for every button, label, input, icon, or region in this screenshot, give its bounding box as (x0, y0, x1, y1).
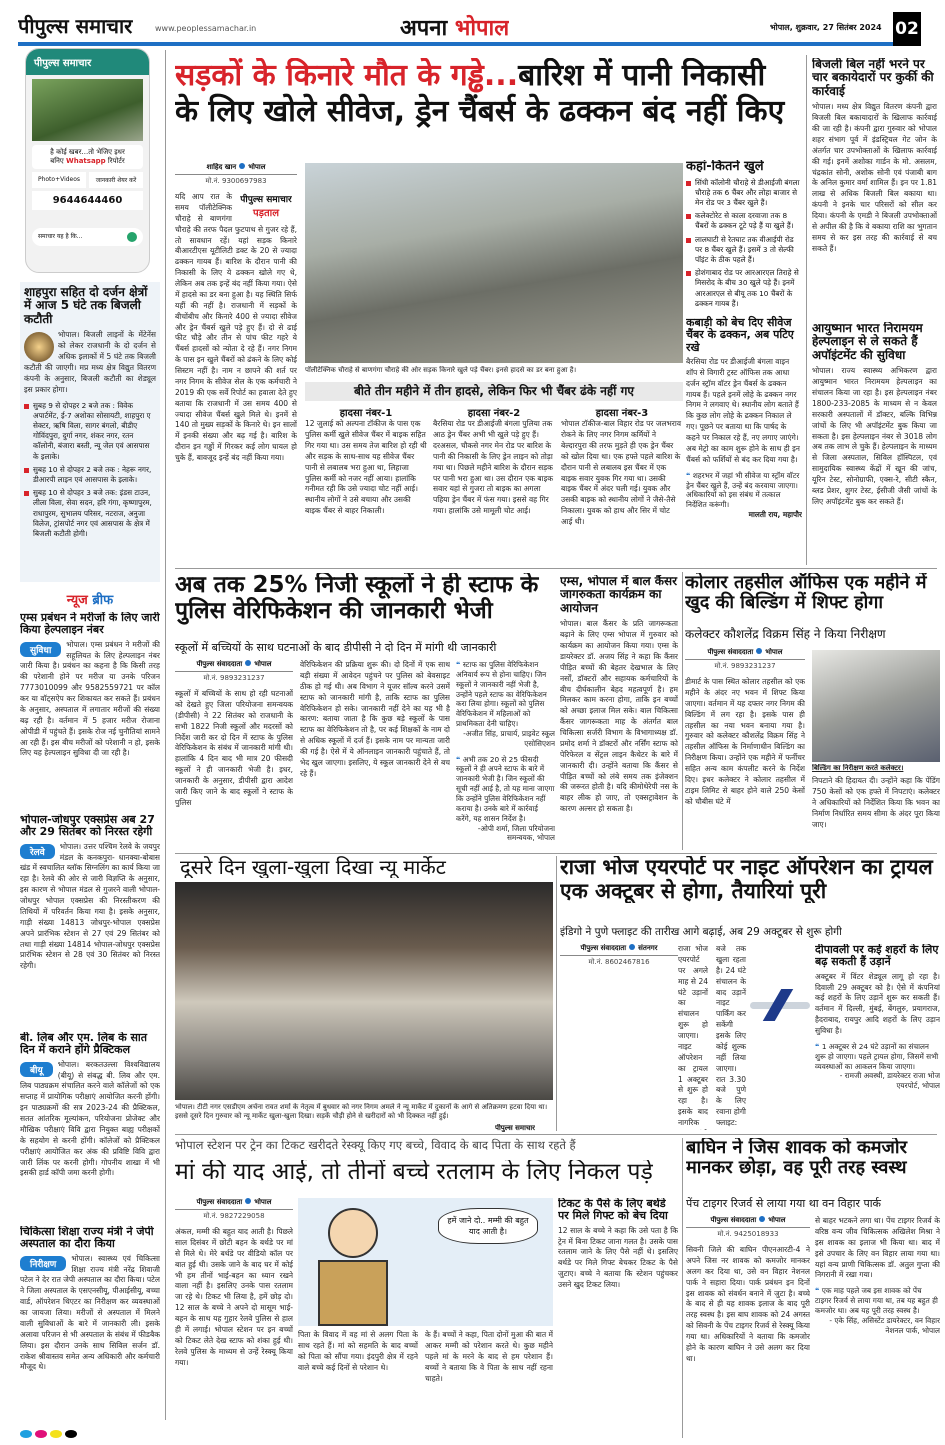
whatsapp-ad (25, 48, 150, 273)
powercut-story: शाहपुरा सहित दो दर्जन क्षेत्रों में आज 5 घंटे तक बिजली कटौती भोपाल। बिजली लाइनों के मेंटेनेंस को लेकर राजधानी के दो दर्जन से अधिक इलाकों में 5 घंटे तक बिजली कटौती की जाएगी। मप्र मध्य क्षेत्र विद्युत वितरण कंपनी के अनुसार, बिजली कटौती का शेड्यूल इस प्रकार होगा। सुबह 9 से दोपहर 2 बजे तक : विवेक अपार्टमेंट, ई-7 अशोका सोसायटी, शाहपुरा ए सेक्टर, ऋषि विला, सागर बंगलो, बीडीए गोविंदपुरा, दुर्गा नगर, शंकर नगर, रतन कॉलोनी, बंजारा बस्ती, न्यू जेल एवं आसपास के इलाके। सुबह 10 से दोपहर 2 बजे तक : नेहरू नगर, डीआरपी लाइन एवं आसपास के इलाके। सुबह 10 से दोपहर 3 बजे तक: इंडस टाउन, लीला विला, सेवा सदन, हरि गंगा, कृष्णापुरम, राधापुरम, सुभालय परिसर, नटराज, अनुजा विलेज, ट्रांसपोर्ट नगर एवं आसपास के क्षेत्र में बिजली कटौती होगी। (20, 282, 160, 582)
kolar-headline: कोलार तहसील ऑफिस एक महीने में खुद की बिल्डिंग में शिफ्ट होगा (685, 573, 927, 614)
kolar-photo (812, 650, 940, 762)
tigress-headline: बाघिन ने जिस शावक को कमजोर मानकर छोड़ा, वह पूरी तरह स्वस्थ (686, 1138, 907, 1179)
powercut-title: शाहपुरा सहित दो दर्जन क्षेत्रों में आज 5 घंटे तक बिजली कटौती (24, 285, 148, 326)
masthead-rule (18, 42, 893, 46)
where-title: कहां-कितने खुले (686, 160, 764, 174)
accident-3: हादसा नंबर-3 भोपाल टॉकीज-बाल विहार रोड पर जलभराव रोकने के लिए नगर निगम कर्मियों ने बेल्दारपुरा की तरफ मुड़ते ही एक ड्रेन चैंबर को खोल दिया था। एक हफ्ते पहले बारिश के दौरान पानी से लबालब इस चैंबर में एक बाइक सवार युवक गिर गया था। उसकी बाइक चैंबर में अंदर चली गई। युवक और उसकी बाइक को स्थानीय लोगों ने जैसे-तैसे निकाला। युवक को हाथ और सिर में चोट आई थी। (561, 408, 681, 527)
brief-tag: सुविधा (20, 642, 61, 657)
tigress-col2: से बाहर भटकने लगा था। पेंच टाइगर रिजर्व के वरिष्ठ वन्य जीव चिकित्सक अखिलेश मिश्रा ने इस शावक का इलाज भी किया था। बाद में इसे उपचार के लिए वन विहार लाया गया था। यहां वन्य प्राणी चिकित्सक डॉ. अतुल गुप्ता की निगरानी में रखा गया। ❝ एक माह पहले जब इस शावक को पेंच टाइगर रिजर्व से लाया गया था, तब यह बहुत ही कमजोर था। अब यह पूरी तरह स्वस्थ है। - एके सिंह, असिस्टेंट डायरेक्टर, वन विहार नेशनल पार्क, भोपाल (815, 1216, 940, 1335)
accidents (305, 408, 683, 548)
brief-item: बी. लिब और एम. लिब के सात दिन में कराने होंगे प्रैक्टिकल बीयू भोपाल। बरकतउल्ला विश्वविद्यालय (बीयू) से संबद्ध बी. लिब और एम. लिब पाठ्यक्रम संचालित करने वाले कॉलेजों को एक सप्ताह में प्रायोगिक परीक्षाएं आयोजित करनी होंगी। इन पाठ्यक्रमों की सत्र 2023-24 की प्रैक्टिकल, सतत आंतरिक मूल्यांकन, परियोजना प्रोजेक्ट और मौखिक परीक्षाएं विवि द्वारा नियुक्त बाह्य परीक्षकों के सहयोग से करनी होंगी। कॉलेजों को प्रैक्टिकल परीक्षाएं आयोजित कर अंक की प्रविष्टि विवि द्वारा जारी लिंक पर करनी होगी। गोपनीय शाखा में भी इसकी हार्ड कॉपी जमा करनी होगी। (20, 1032, 160, 1178)
ratlam-col2: पिता के विवाद में वह मां से अलग पिता के साथ रहते हैं। मां को सहमति के बाद बच्चों को पिता को सौंपा गया। इंदपुरी क्षेत्र में रहने वाले बच्चे कई दिनों से परेशान थे। (298, 1330, 418, 1372)
tigress-col1: पीपुल्स संवाददाता भोपाल मो.नं. 9425018933 सिवनी जिले की बाघिन पीएनआरटी-4 ने अपने जिस नर शावक को कमजोर मानकर अलग कर दिया था, उसे वन विहार नेशनल पार्क ने सहारा दिया। पार्क प्रबंधन इन दिनों इस शावक को संवर्धन बनाने में जुटा है। बच्चे के बाद से ही यह शावक इलाज के बाद पूरी तरह स्वस्थ है। इस बाघ शावक को 24 अगस्त को सिवनी के पेंच टाइगर रिजर्व से रेस्क्यू किया गया था। अधिकारियों ने बताया कि कमजोर होने के कारण बाघिन ने उसे अलग कर दिया था। (686, 1216, 810, 1363)
page-number: 02 (893, 12, 921, 46)
where-list: सिंधी कॉलोनी चौराहे से डीआईजी बंगला चौराहे तक 6 चैंबर और लोहा बाजार से मेन रोड पर 3 चैंबर खुले हैं। कलेक्टोरेट से काला दरवाजा तक 8 चैंबरों के ढक्कन टूटे पड़े हैं या खुले हैं। लालघाटी से रेतघाट तक वीआईपी रोड पर 8 चैंबर खुले हैं। इसमें 3 तो सेल्फी पॉइंट के ठीक पहले हैं। होशंगाबाद रोड पर आरआरएल तिराहे से मिसरोद के बीच 30 खुले पड़े हैं। इनमें आरआरएल से बीयू तक 10 चैंबरों के ढक्कन गायब हैं। (686, 178, 802, 309)
ad-photo-button: Photo+Videos (32, 172, 86, 188)
lead-sidebar: कहां-कितने खुले सिंधी कॉलोनी चौराहे से डीआईजी बंगला चौराहे तक 6 चैंबर और लोहा बाजार से मेन रोड पर 3 चैंबर खुले हैं। कलेक्टोरेट से काला दरवाजा तक 8 चैंबरों के ढक्कन टूटे पड़े हैं या खुले हैं। लालघाटी से रेतघाट तक वीआईपी रोड पर 8 चैंबर खुले हैं। इसमें 3 तो सेल्फी पॉइंट के ठीक पहले हैं। होशंगाबाद रोड पर आरआरएल तिराहे से मिसरोद के बीच 30 खुले पड़े हैं। इनमें आरआरएल से बीयू तक 10 चैंबरों के ढक्कन गायब हैं। कबाड़ी को बेच दिए सीवेज चैंबर के ढक्कन, अब पटिए रखे बैरसिया रोड पर डीआईजी बंगला वाइन शॉप से विगारी ट्रस्ट ऑफिस तक आधा दर्जन स्ट्रॉम वॉटर ड्रेन चैंबर्स के ढक्कन गायब हैं। पहले इनमें लोहे के ढक्कन नगर निगम ने लगवाए थे। स्थानीय लोग बताते हैं कि कुछ लोग लोहे के ढक्कन निकाल ले गए। पूछने पर बताया था कि पार्षद के कहने पर निकाल रहे हैं, नए लगाए जाएंगे। अब मेट्रो का काम शुरू होने के साथ ही इन चैंबर्स को फर्शियों से बंद कर दिया गया है। ❝ शहरभर में जहां भी सीवेज या स्ट्रॉम वॉटर ड्रेन चैंबर खुले हैं, उन्हें बंद करवाया जाएगा। अधिकारियों को इस संबंध में तत्काल निर्देशित करूंगी। मालती राय, महापौर (686, 160, 802, 520)
market-photo (175, 882, 553, 1100)
airport-side: दीपावली पर कई शहरों के लिए बढ़ सकती हैं उड़ानें अक्टूबर में विंटर शेड्यूल लागू हो रहा है। दिवाली 29 अक्टूबर को है। ऐसे में कंपनियां कई शहरों के लिए उड़ानें शुरू कर सकती हैं। वर्तमान में दिल्ली, मुंबई, बेंगलुरु, प्रयागराज, हैदराबाद, रायपुर आदि शहरों के लिए उड़ान सुविधा है। ❝ 1 अक्टूबर से 24 घंटे उड़ानों का संचालन शुरू हो जाएगा। पहले ट्रायल होगा, जिसमें सभी व्यवस्थाओं का आकलन किया जाएगा। - रामजी अवस्थी, डायरेक्टर राजा भोज एयरपोर्ट, भोपाल (815, 944, 940, 1091)
news-brief (20, 590, 160, 1425)
ratlam-col3: के हैं। बच्चों ने कहा, पिता दोनों मुआ की बात में आकर मम्मी को परेशान करते थे। कुछ महीने पहले मां के मरने के बाद से हम परेशान हैं। बच्चों ने बताया कि वे पिता के साथ नहीं रहना चाहते। (425, 1330, 553, 1383)
tigress-subhead: पेंच टाइगर रिजर्व से लाया गया था वन विहार पार्क (686, 1197, 882, 1210)
airport-body: पीपुल्स संवाददाता संतनगर मो.नं. 8602467816 राजा भोज एयरपोर्ट पर अगले माह से 24 घंटे उड़ानों का संचालन शुरू हो जाएगा। नाइट ऑपरेशन का ट्रायल 1 अक्टूबर से शुरू हो रहा है। इसके बाद नागरिक बजे तक खुला रहता है। 24 घंटे संचालन के बाद उड़ानें नाइट पार्किंग कर सकेंगी इसके लिए कोई शुल्क नहीं लिया जाएगा। रात 3.30 बजे पुणे के लिए रवाना होगी फ्लाइट: (560, 944, 810, 1130)
schools-subhead: स्कूलों में बच्चियों के साथ घटनाओं के बाद डीपीसी ने दो दिन में मांगी थी जानकारी (175, 641, 497, 654)
ad-share-button: जानकारी शेयर करें (89, 172, 143, 188)
cartoon-body (318, 1260, 388, 1326)
ratlam-kicker: भोपाल स्टेशन पर ट्रेन का टिकट खरीदते रेस्क्यू किए गए बच्चे, विवाद के बाद पिता के साथ रहते हैं (175, 1138, 576, 1152)
accident-2: हादसा नंबर-2 बैरसिया रोड पर डीआईजी बंगला पुलिया तक आठ ड्रेन चैंबर अभी भी खुले पड़े हुए हैं। दरअसल, चौकसे नगर मेन रोड पर बारिश के पानी की निकासी के लिए ड्रेन लाइन को तोड़ा गया था। पिछले महीने बारिश के दौरान सड़क पर पानी भरा हुआ था। उस दौरान एक बाइक सवार यहां से गुजरा तो बाइक का अगला पहिया ड्रेन चैंबर में फंस गया। इससे वह गिर गया। हालांकि उसे मामूली चोट आई। (433, 408, 554, 516)
ad-logo: पीपुल्स समाचार (26, 49, 149, 75)
aiims-story: एम्स, भोपाल में बाल कैंसर जागरुकता कार्यक्रम का आयोजन भोपाल। बाल कैंसर के प्रति जागरूकता बढ़ाने के लिए एम्स भोपाल में गुरुवार को कार्यक्रम का आयोजन किया गया। एम्स के डायरेक्टर डॉ. अजय सिंह ने कहा कि कैंसर पीड़ित बच्चों की बेहतर देखभाल के लिए नर्सों, डॉक्टरों और सहायक कर्मचारियों के बीच दीर्घकालीन बेहद महत्वपूर्ण है। हम मिलकर काम करना होगा, ताकि इन बच्चों को अच्छा इलाज मिल सके। बाल चिकित्सा कैंसर जागरूकता माह के अंतर्गत बाल चिकित्सा सर्जरी विभाग के विभागाध्यक्ष डॉ. प्रमोद शर्मा ने डॉक्टरों और नर्सिंग स्टाफ को पेरिफेरल व सेंट्रल लाइन कैथेटर के बारे में जानकारी दी। उन्होंने बताया कि कैंसर से पीड़ित बच्चों को लंबे समय तक इंजेक्शन की जरूरत होती है। यदि कीमोथेरेपी नस के बाहर लीक हो जाए, तो एक्सट्रावेशन के कारण अल्सर हो सकता है। (560, 575, 678, 814)
brief-item: चिकित्सा शिक्षा राज्य मंत्री ने जेपी अस्पताल का दौरा किया निरीक्षण भोपाल। स्वास्थ्य एवं चिकित्सा शिक्षा राज्य मंत्री नरेंद्र शिवाजी पटेल ने देर रात जेपी अस्पताल का दौरा किया। पटेल ने जिला अस्पताल के एसएनसीयू, पीआईसीयू, बच्चा वार्ड, ऑपरेशन थिएटर का निरीक्षण कर व्यवस्थाओं का जायजा लिया। मरीजों से अस्पताल में मिलने वाली सुविधाओं के बारे में जानकारी ली। इसके अलावा परिजन से भी अस्पताल के संबंध में फीडबैक लिया। इस दौरान उनके साथ सिविल सर्जन डॉ. राकेश श्रीवास्तव समेत अन्य अधिकारी और कर्मचारी मौजूद थे। (20, 1226, 160, 1372)
kolar-caption: बिल्डिंग का निरीक्षण करते कलेक्टर। (812, 764, 904, 772)
schools-col2: वेरिफिकेशन की प्रक्रिया शुरू की। दो दिनों में एक साथ बड़ी संख्या में आवेदन पहुंचने पर पुलिस को बेवसाइट ठीक हो गई थी। अब विभाग ने यूजर सॉल्व करने उसमें स्टाफ को जानकारी मांगी है, ताकि स्टाफ का पुलिस वेरिफिकेशन हो सके। जानकारी नहीं देने का यह भी है कारण: बताया जाता है कि कुछ बड़े स्कूलों के पास स्टाफ का वेरिफिकेशन तो है, पर कई शिक्षकों के नाम दो से अधिक स्कूलों में दर्ज हैं। इसके नाम पर मान्यता जारी की गई है। ऐसे में ये ऑनलाइन जानकारी पहुंचाते हैं, तो भेद खुल जाएगा। इसलिए, ये स्कूल जानकारी देने से बच रहे हैं। (300, 660, 450, 778)
padtal-badge: पीपुल्स समाचार पड़ताल (240, 195, 292, 219)
color-registration-marks (20, 1430, 77, 1438)
speech-bubble: हमें जाने दो.. मम्मी की बहुत याद आती है। (438, 1208, 538, 1244)
lead-headline: सड़कों के किनारे मौत के गड्ढे...बारिश में पानी निकासी के लिए खोले सीवेज, ड्रेन चैंबर्स के ढक्कन बंद नहीं किए (175, 58, 785, 129)
masthead-logo: पीपुल्स समाचार (18, 14, 133, 38)
market-caption: भोपाल। टीटी नगर एसडीएम अर्चना रावत शर्मा के नेतृत्व में बुधवार को नगर निगम अमले ने न्यू मार्केट में दुकानों के आगे से अतिक्रमण हटवा दिया था। इससे दूसरे दिन गुरुवार को न्यू मार्केट खुला-खुला दिखा। सड़कें चौड़ी होने से खरीदारों को भी दिक्कत नहीं हुई। (175, 1103, 548, 1121)
section-title: अपना भोपाल (400, 16, 510, 41)
brief-tag: निरीक्षण (20, 1256, 66, 1271)
airplane-icon (750, 984, 810, 1024)
issue-date: भोपाल, शुक्रवार, 27 सितंबर 2024 (770, 23, 882, 32)
brief-tag: रेलवे (20, 844, 55, 859)
kolar-col1: पीपुल्स संवाददाता भोपाल मो.नं. 9893231237 डीमार्ट के पास स्थित कोलार तहसील को एक महीने के अंदर नए भवन में शिफ्ट किया जाएगा। वर्तमान में यह दफ्तर नगर निगम की बिल्डिंग में लग रहा है। इसके पास ही तहसील का नया भवन बनाया गया है। गुरुवार को कलेक्टर कौशलेंद्र विक्रम सिंह ने तहसील ऑफिस के निर्माणाधीन बिल्डिंग का निरीक्षण किया। उन्होंने एक महीने में फर्नीचर सहित अन्य काम कंपलीट करने के निर्देश दिए। इधर कलेक्टर ने कोलार तहसील में टाइम लिमिट से बाहर होने वाले 250 केसों को चौबीस घंटे में (685, 648, 805, 806)
accident-1: हादसा नंबर-1 12 जुलाई को अल्पना टॉकीज के पास एक पुलिस कर्मी खुले सीवेज चैंबर में बाइक सहित गिर गया था। उस समय तेज बारिश हो रही थी और सड़क के साथ-साथ यह सीवेज चैंबर पानी से लबालब भरा हुआ था, लिहाजा पुलिस कर्मी को नजर नहीं आया। हालांकि गनीमत रही कि उसे ज्यादा चोट नहीं आई। स्थानीय लोगों ने उसे बचाया और उसकी बाइक चैंबर से बाहर निकाली। (305, 408, 427, 516)
cartoon-face (328, 1208, 378, 1258)
airport-subhead: इंडिगो ने पुणे फ्लाइट की तारीख आगे बढ़ाई, अब 29 अक्टूबर से शुरू होगी (560, 926, 842, 938)
ratlam-headline: मां की याद आई, तो तीनों बच्चे रतलाम के लिए निकल पड़े (175, 1160, 653, 1185)
ad-phone: 9644644460 (32, 191, 143, 210)
lead-caption: पॉलीटेक्निक चौराहे से बाणगंगा चौराहे की ओर सड़क किनारे खुले पड़े चैंबर। इनसे हादसे का डर बना हुआ है। (305, 366, 577, 374)
accidents-bar: बीते तीन महीने में तीन हादसे, लेकिन फिर भी चैंबर ढंके नहीं गए (305, 382, 683, 401)
cartoon (298, 1198, 553, 1326)
schools-col1: पीपुल्स संवाददाता भोपाल मो.नं. 9893231237 स्कूलों में बच्चियों के साथ हो रही घटनाओं को देखते हुए जिला परियोजना समन्वयक (डीपीसी) ने 22 सितंबर को राजधानी के सभी 1822 निजी स्कूलों और मदरसों को निर्देश जारी कर दो दिन में स्टाफ के पुलिस वेरिफिकेशन के संबंध में जानकारी मांगी थी। हालांकि 4 दिन बाद भी मात्र 20 फीसदी स्कूलों ने ही जानकारी भेजी है। इधर, जानकारी के अनुसार, डीपीसी द्वारा आदेश जारी किए जाने के बाद स्कूलों ने स्टाफ के पुलिस (175, 660, 293, 807)
airport-headline: राजा भोज एयरपोर्ट पर नाइट ऑपरेशन का ट्रायल एक अक्टूबर से होगा, तैयारियां पूरी (560, 856, 933, 903)
brief-heading: न्यूज ब्रीफ (66, 593, 114, 608)
lead-body-column: शाहिद खान भोपाल मो.नं. 9300697983 पीपुल्स समाचार पड़ताल यदि आप रात के समय पॉलीटेक्निक चौराहे से बाणगंगा चौराहे की तरफ पैदल फुटपाथ से गुजर रहे हैं, तो सावधान रहें। यहां सड़क किनारे बीआरटीएस यूटीलिटी डक्ट के 20 से ज्यादा ढक्कन गायब हैं। बारिश के दौरान पानी की निकासी के लिए ये ढक्कन खोले गए थे, लेकिन अब तक इन्हें बंद नहीं किया गया। ऐसे में हादसे का डर बना हुआ है। यह स्थिति सिर्फ यहीं की नहीं है। राजधानी में सड़कों के बीचोंबीच और किनारे 400 से ज्यादा सीवेज और ड्रेन चैंबर्स खुले पड़े हुए हैं। दो से ढाई फीट चौड़े और तीन से पांच फीट गहरे ये चैंबर्स हादसों को न्योता दे रहे हैं। नगर निगम के पास इन खुले चैंबरों को ढंकने के लिए कोई सिस्टम नहीं है। नाम न छापने की शर्त पर नगर निगम के सीवेज सेल के एक कर्मचारी ने 2019 की एक सर्वे रिपोर्ट का हवाला देते हुए बताया कि राजधानी में उस समय 400 से ज्यादा सीवेज चैंबर्स खुले मिले थे। इनमें से 140 तो मुख्य सड़कों के किनारे थे। इन सालों में इनकी संख्या और बढ़ गई है। बारिश के दौरान इन गड्ढों में गिरकर कई लोग घायल हो चुके हैं, बावजूद इन्हें बंद नहीं किया गया। (175, 163, 297, 462)
ad-input: समाचार यह है कि... (32, 228, 143, 246)
ad-text: है कोई खबर...तो भेजिए इधर बनिए Whatsapp रिपोर्टर (32, 145, 143, 169)
mic-icon (127, 232, 137, 242)
mayor-quote: ❝ शहरभर में जहां भी सीवेज या स्ट्रॉम वॉटर ड्रेन चैंबर खुले हैं, उन्हें बंद करवाया जाएगा। अधिकारियों को इस संबंध में तत्काल निर्देशित करूंगी। मालती राय, महापौर (686, 470, 802, 520)
schools-quotes: ❝ स्टाफ का पुलिस वेरिफिकेशन अनिवार्य रूप से होना चाहिए। जिन स्कूलों ने जानकारी नहीं भेजी है, उन्होंने पहले स्टाफ का वेरिफिकेशन करा लिया होगा। स्कूलों को पुलिस वेरिफिकेशन में महिलाओं को प्राथमिकता देनी चाहिए। -अजीत सिंह, प्राचार्य, प्राइवेट स्कूल एसोसिएशन ❝ अभी तक 20 से 25 फीसदी स्कूलों ने ही अपने स्टाफ के बारे में जानकारी भेजी है। जिन स्कूलों की सूची नहीं आई है, तो यह माना जाएगा कि उन्होंने पुलिस वेरिफिकेशन नहीं कराया है। उनके बारे में कार्रवाई करेंगे, यह शासन निर्देश है। -ओपी शर्मा, जिला परियोजना समन्वयक, भोपाल (456, 660, 555, 843)
brief-item: एम्स प्रबंधन ने मरीजों के लिए जारी किया हेल्पलाइन नंबर सुविधा भोपाल। एम्स प्रबंधन ने मरीजों की सहूलियत के लिए हेल्पलाइन नंबर जारी किया है। प्रबंधन का कहना है कि किसी तरह की परेशानी होने पर मरीज या उनके परिजन 7773010099 और 9582559721 पर कॉल कर या वॉट्सऐप कर शिकायत कर सकते हैं। प्रबंधन के अनुसार, अस्पताल में लगातार मरीजों की संख्या बढ़ रही है। वर्तमान में 5 हजार मरीज रोजाना ओपीडी में पहुंचते हैं। इसके रोज नई चुनौतियां सामने आ रही हैं। इस बीच मरीजों को परेशानी न हो, इसके लिए यह हेल्पलाइन सुविधा दी जा रही है। (20, 612, 160, 758)
brief-tag: बीयू (20, 1062, 53, 1077)
kolar-subhead: कलेक्टर कौशलेंद्र विक्रम सिंह ने किया निरीक्षण (685, 627, 886, 641)
masthead-url: www.peoplessamachar.in (155, 24, 257, 33)
lead-photo (305, 163, 683, 363)
schools-headline: अब तक 25% निजी स्कूलों ने ही स्टाफ के पुलिस वेरिफिकेशन की जानकारी भेजी (175, 573, 539, 624)
byline: शाहिद खान भोपाल (175, 163, 297, 175)
ad-photo (32, 79, 143, 141)
ratlam-side: टिकट के पैसे के लिए बर्थडे पर मिले गिफ्ट को बेच दिया 12 साल के बच्चे ने कहा कि उसे पता है कि ट्रेन में बिना टिकट जाना गलत है। उसके पास रतलाम जाने के लिए पैसे नहीं थे। इसलिए बर्थडे पर मिले गिफ्ट बेचकर टिकट के पैसे जुटाए। बच्चे ने बताया कि स्टेशन पहुंचकर उसने खुद टिकट लिया। (558, 1198, 678, 1289)
kolar-col2: निपटाने की हिदायत दी। उन्होंने कहा कि पेंडिंग 750 केसों को एक हफ्ते में निपटाएं। कलेक्टर ने अधिकारियों को निर्देशित किया कि भवन का निर्माण निर्धारित समय सीमा के अंदर पूरा किया जाए। (812, 776, 940, 829)
powercut-schedule: सुबह 9 से दोपहर 2 बजे तक : विवेक अपार्टमेंट, ई-7 अशोका सोसायटी, शाहपुरा ए सेक्टर, ऋषि विला, सागर बंगलो, बीडीए गोविंदपुरा, दुर्गा नगर, शंकर नगर, रतन कॉलोनी, बंजारा बस्ती, न्यू जेल एवं आसपास के इलाके। सुबह 10 से दोपहर 2 बजे तक : नेहरू नगर, डीआरपी लाइन एवं आसपास के इलाके। सुबह 10 से दोपहर 3 बजे तक: इंडस टाउन, लीला विला, सेवा सदन, हरि गंगा, कृष्णापुरम, राधापुरम, सुभालय परिसर, नटराज, अनुजा विलेज, ट्रांसपोर्ट नगर एवं आसपास के क्षेत्र में बिजली कटौती होगी। (24, 401, 156, 540)
scrap-title: कबाड़ी को बेच दिए सीवेज चैंबर के ढक्कन, अब पटिए रखे (686, 315, 794, 354)
ayushman-story: आयुष्मान भारत निरामयम हेल्पलाइन से ले सकते हैं अपॉइंटमेंट की सुविधा भोपाल। राज्य स्वास्थ्य अभिकरण द्वारा आयुष्मान भारत निरामयम हेल्पलाइन का संचालन किया जा रहा है। इस हेल्पलाइन नंबर 1800-233-2085 के माध्यम से न केवल सरकारी अस्पतालों में डॉक्टर, बल्कि विभिन्न जांचों के लिए भी अपॉइंटमेंट बुक किया जा सकता है। इस हेल्पलाइन नंबर से 3018 लोग अब तक लाभ ले चुके हैं। हेल्पलाइन के माध्यम से जिला अस्पताल, सिविल हॉस्पिटल, एवं सामुदायिक स्वास्थ्य केंद्रों में खून की जांच, यूरिन टेस्ट, सोनोग्राफी, एक्स-रे, सीटी स्कैन, ब्लड प्रेशर, शुगर टेस्ट, ईसीजी जैसी जांचों के लिए अपॉइंटमेंट बुक कर सकते हैं। (812, 322, 937, 506)
market-headline: दूसरे दिन खुला-खुला दिखा न्यू मार्केट (180, 856, 446, 879)
bijli-story: बिजली बिल नहीं भरने पर चार बकायेदारों पर कुर्की की कार्रवाई भोपाल। मध्य क्षेत्र विद्युत वितरण कंपनी द्वारा बिजली बिल बकायादारों के खिलाफ कार्रवाई की जा रही है। कंपनी द्वारा गुरुवार को भोपाल शहर संभाग पूर्व में इंडस्ट्रियल गेट जोन के अंतर्गत चार उपभोक्ताओं के खिलाफ कार्रवाई की गई। इनमें अशोका गार्डन के मो. असलम, चंद्रकांत सोनी, अशोक सोनी एवं पंजाबी बाग के अनिल कुमार वर्मा शामिल हैं। इन पर 1.81 लाख से अधिक बिजली बिल बकाया था। कंपनी ने इनके चार परिसरों को सील कर दिया। कंपनी के एमडी ने बिजली उपभोक्ताओं से अपील की है कि वे बकाया राशि का भुगतान समय से कर इस तरह की कार्रवाई से बच सकते हैं। (812, 58, 937, 253)
photo-credit: पीपुल्स समाचार (495, 1124, 536, 1132)
brief-item: भोपाल-जोधपुर एक्सप्रेस अब 27 और 29 सितंबर को निरस्त रहेगी रेलवे भोपाल। उत्तर पश्चिम रेलवे के जयपुर मंडल के कनकपुरा- धानक्या-बोबास खंड में स्वचालित ब्लॉक सिग्नलिंग का कार्य किया जा रहा है। रेलवे की ओर से जारी विज्ञप्ति के अनुसार, इस कारण से भोपाल मंडल से गुजरने वाली भोपाल-जोधपुर भोपाल एक्सप्रेस की निरस्तीकरण की तिथियों में परिवर्तन किया गया है। इसके अनुसार, गाड़ी संख्या 14813 जोधपुर-भोपाल एक्सप्रेस अपने प्रारंभिक स्टेशन से 27 एवं 29 सितंबर को तथा गाड़ी संख्या 14814 भोपाल-जोधपुर एक्सप्रेस प्रारंभिक स्टेशन से 28 एवं 30 सितंबर को निरस्त रहेगी। (20, 814, 160, 971)
ratlam-col1: पीपुल्स संवाददाता भोपाल मो.नं. 9827229058 अंकल, मम्मी की बहुत याद आती है। पिछले साल दिसंबर में छोटी बहन के बर्थडे पर मां से मिले थे। मेरे बर्थडे पर वीडियो कॉल पर बात हुई थी। उसके जाने के बाद घर में कोई भी हम तीनों भाई-बहन का ध्यान रखने वाला नहीं है। इसलिए उनके पास रतलाम जा रहे थे। टिकट भी लिया है, हमें छोड़ दो। 12 साल के बच्चे ने अपने दो मासूम भाई-बहन के साथ यह गुहार रेलवे पुलिस से हाल ही में लगाई। भोपाल स्टेशन पर इन बच्चों को टिकट लेते देख स्टाफ को शंका हुई थी। रेलवे पुलिस के माध्यम से उन्हें रेस्क्यू किया गया। (175, 1198, 293, 1367)
